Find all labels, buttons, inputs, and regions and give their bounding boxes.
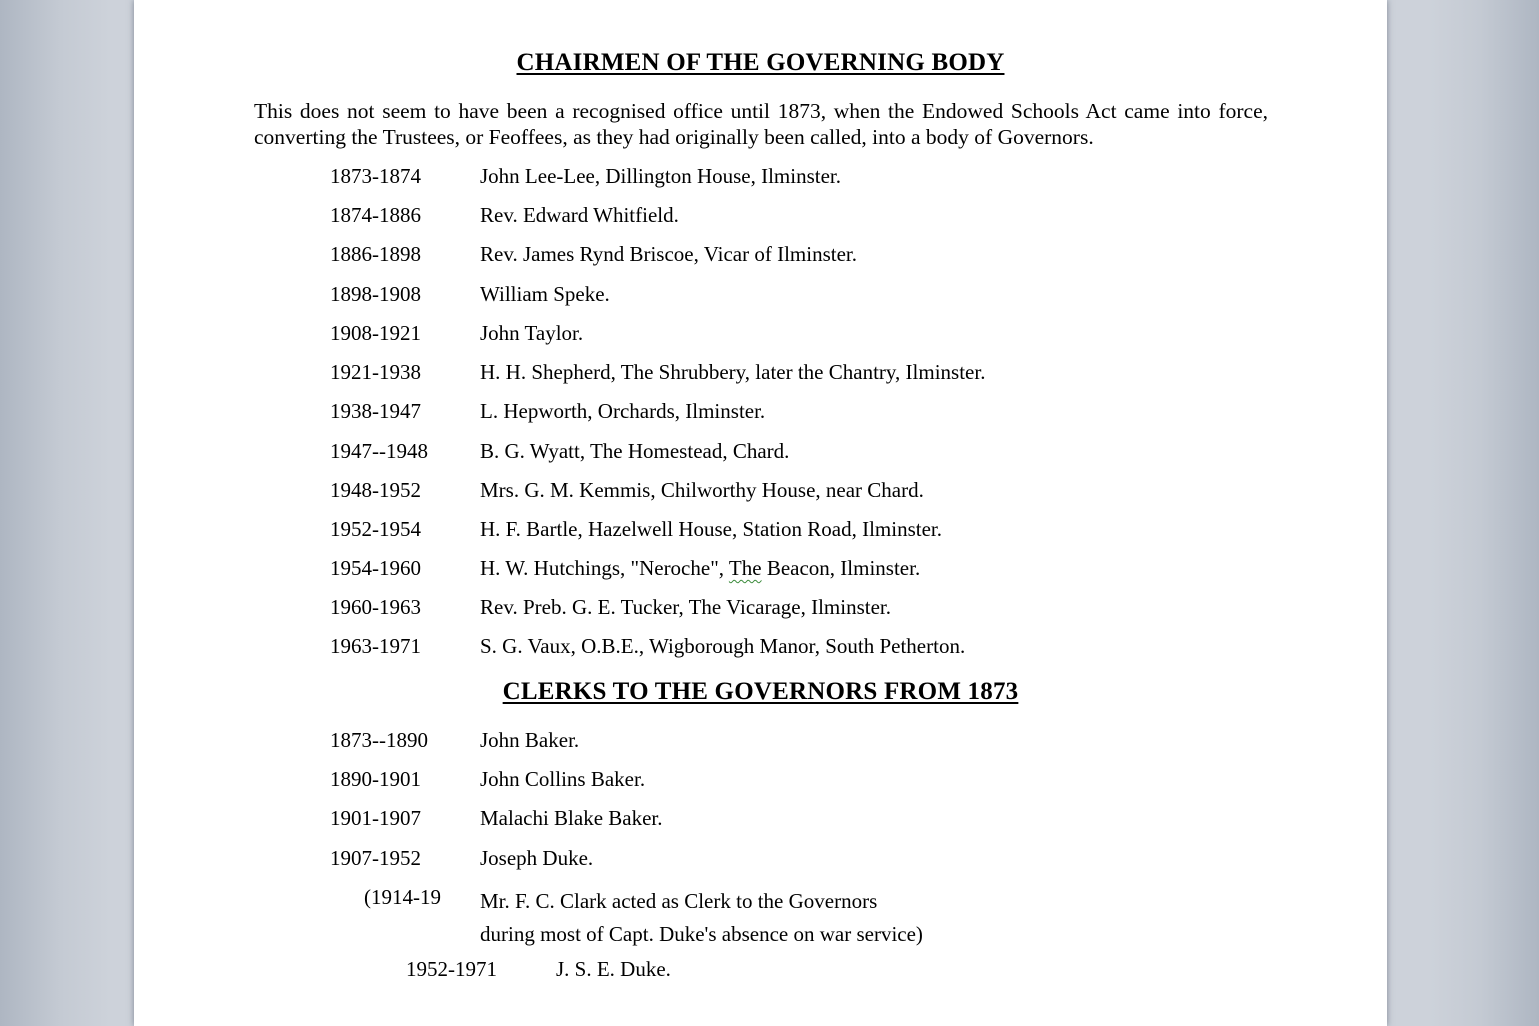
chairman-name: B. G. Wyatt, The Homestead, Chard. [480, 439, 790, 463]
chairman-years: 1938-1947 [330, 399, 421, 423]
intro-paragraph: This does not seem to have been a recognised office until 1873, when the Endowed Schools Act came into force, converting the Trustees, or Feoffees, as they had originally been called, into a body of Governors. [254, 99, 1268, 149]
clerk-years: 1890-1901 [330, 767, 421, 791]
chairman-years: 1954-1960 [330, 556, 421, 580]
clerk-name: Joseph Duke. [480, 846, 594, 870]
chairman-row [134, 360, 1387, 388]
chairman-row [134, 556, 1387, 584]
chairman-row [134, 595, 1387, 623]
chairman-years: 1948-1952 [330, 478, 421, 502]
clerk-years: 1952-1971 [406, 957, 497, 981]
chairman-name: S. G. Vaux, O.B.E., Wigborough Manor, South Petherton. [480, 634, 966, 658]
note-years: (1914-19 [364, 885, 441, 909]
clerk-row [134, 728, 1387, 756]
chairman-name: H. H. Shepherd, The Shrubbery, later the Chantry, Ilminster. [480, 360, 986, 384]
chairman-years: 1908-1921 [330, 321, 421, 345]
clerk-name: John Baker. [480, 728, 580, 752]
chairman-row [134, 242, 1387, 270]
chairman-years: 1963-1971 [330, 634, 421, 658]
clerks-heading: CLERKS TO THE GOVERNORS FROM 1873 [502, 678, 1019, 705]
chairman-name: John Lee-Lee, Dillington House, Ilminster. [480, 164, 842, 188]
chairman-name: Rev. Preb. G. E. Tucker, The Vicarage, Ilminster. [480, 595, 892, 619]
chairman-years: 1874-1886 [330, 203, 421, 227]
clerk-row [134, 846, 1387, 874]
clerk-name: Malachi Blake Baker. [480, 806, 663, 830]
chairmen-heading: CHAIRMEN OF THE GOVERNING BODY [516, 49, 1005, 76]
chairman-name-part: H. W. Hutchings, "Neroche", [480, 556, 729, 580]
chairman-name: H. F. Bartle, Hazelwell House, Station Road, Ilminster. [480, 517, 942, 541]
spellcheck-flagged-word[interactable]: The [728, 556, 762, 580]
clerk-name: John Collins Baker. [480, 767, 646, 791]
chairman-name: John Taylor. [480, 321, 584, 345]
chairman-name: William Speke. [480, 282, 610, 306]
document-page [134, 0, 1387, 1026]
chairman-row [134, 164, 1387, 192]
chairman-name: Rev. James Rynd Briscoe, Vicar of Ilminster. [480, 242, 857, 266]
clerk-years: 1873--1890 [330, 728, 428, 752]
chairman-years: 1952-1954 [330, 517, 421, 541]
chairman-row [134, 321, 1387, 349]
chairman-row [134, 282, 1387, 310]
chairman-name: Mrs. G. M. Kemmis, Chilworthy House, near Chard. [480, 478, 924, 502]
clerk-name: J. S. E. Duke. [556, 957, 671, 981]
chairman-years: 1921-1938 [330, 360, 421, 384]
note-line: during most of Capt. Duke's absence on war service) [480, 922, 923, 946]
clerk-row [134, 806, 1387, 834]
chairman-row [134, 478, 1387, 506]
chairman-years: 1886-1898 [330, 242, 421, 266]
chairman-name: Rev. Edward Whitfield. [480, 203, 679, 227]
chairman-name: L. Hepworth, Orchards, Ilminster. [480, 399, 766, 423]
chairman-row [134, 203, 1387, 231]
note-line: Mr. F. C. Clark acted as Clerk to the Governors [480, 889, 878, 913]
clerk-years: 1901-1907 [330, 806, 421, 830]
chairman-years: 1947--1948 [330, 439, 428, 463]
chairman-row [134, 634, 1387, 662]
chairman-row [134, 517, 1387, 545]
clerk-row [134, 767, 1387, 795]
chairman-row [134, 399, 1387, 427]
chairman-years: 1960-1963 [330, 595, 421, 619]
clerk-years: 1907-1952 [330, 846, 421, 870]
chairman-years: 1898-1908 [330, 282, 421, 306]
chairman-name-part: Beacon, Ilminster. [761, 556, 921, 580]
chairman-row [134, 439, 1387, 467]
chairman-name [480, 556, 920, 581]
chairman-years: 1873-1874 [330, 164, 421, 188]
note-text [480, 885, 923, 951]
